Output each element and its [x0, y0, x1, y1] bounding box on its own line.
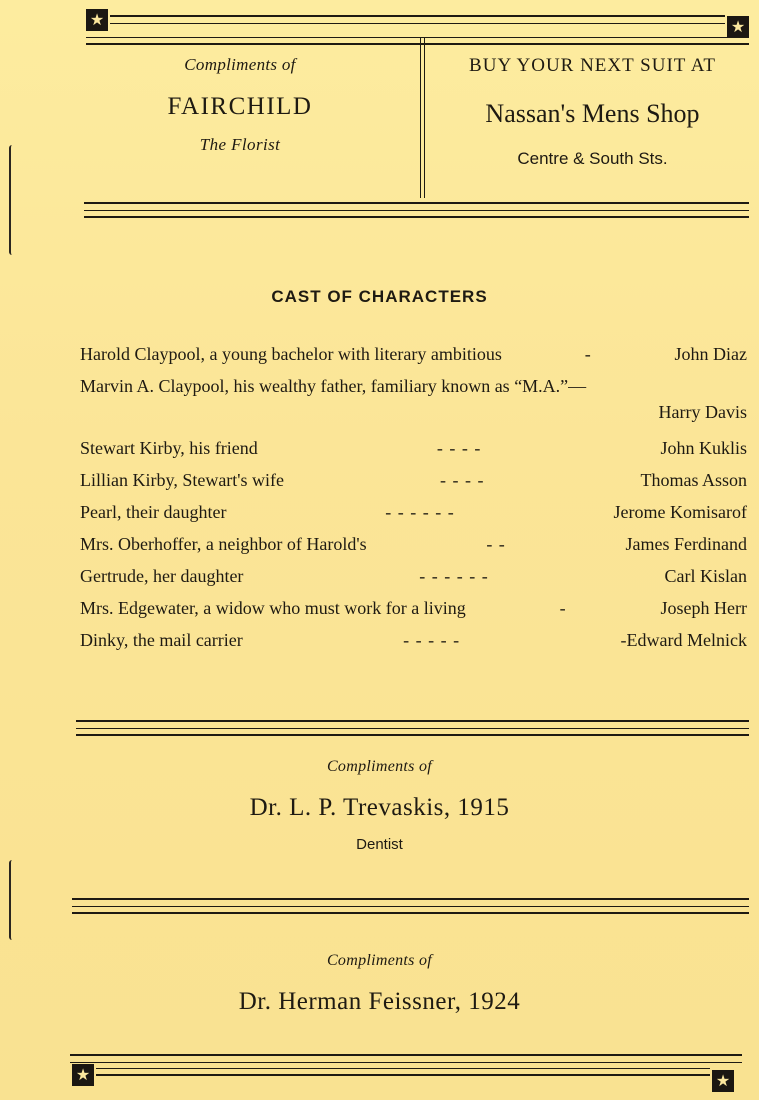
leader-dashes: - - - - - -	[385, 502, 455, 522]
role-text: Pearl, their daughter	[80, 502, 227, 522]
feissner-ad	[0, 952, 759, 1016]
leader-dashes: - - - - -	[403, 630, 461, 650]
double-rule	[86, 37, 749, 45]
cast-title: CAST OF CHARACTERS	[271, 287, 488, 306]
fairchild-ad	[80, 55, 400, 155]
leader-dashes: -	[559, 598, 567, 618]
compliments-text: Compliments of	[184, 55, 296, 74]
double-rule	[72, 906, 749, 914]
star-icon: ★	[86, 9, 108, 31]
actor-name: -Edward Melnick	[620, 630, 747, 650]
doctor-name: Dr. Herman Feissner, 1924	[238, 988, 521, 1015]
binding-staple	[9, 145, 17, 255]
actor-name: Thomas Asson	[640, 470, 747, 490]
profession-text: Dentist	[356, 836, 403, 853]
cast-row	[80, 534, 747, 566]
binding-staple	[9, 860, 17, 940]
shop-address: Centre & South Sts.	[517, 149, 668, 168]
actor-name: Harry Davis	[658, 402, 747, 422]
cast-row	[80, 598, 747, 630]
role-text: Marvin A. Claypool, his wealthy father, familiary known as “M.A.”—	[80, 376, 587, 396]
trevaskis-ad	[0, 758, 759, 853]
role-text: Lillian Kirby, Stewart's wife	[80, 470, 285, 490]
actor-name: James Ferdinand	[625, 534, 747, 554]
dentist-name: Dr. L. P. Trevaskis, 1915	[249, 794, 510, 821]
compliments-text: Compliments of	[326, 952, 433, 969]
nassan-ad	[430, 55, 755, 169]
leader-dashes: -	[584, 344, 592, 364]
leader-dashes: - - - -	[436, 438, 482, 458]
cast-list	[80, 344, 747, 662]
actor-name: Joseph Herr	[660, 598, 747, 618]
cast-row	[80, 502, 747, 534]
cast-row	[80, 470, 747, 502]
double-rule	[110, 15, 725, 24]
cast-row	[80, 566, 747, 598]
double-rule	[70, 1054, 742, 1063]
star-icon: ★	[72, 1064, 94, 1086]
role-text: Stewart Kirby, his friend	[80, 438, 258, 458]
cast-row	[80, 344, 747, 376]
actor-name: John Diaz	[674, 344, 747, 364]
star-icon: ★	[727, 16, 749, 38]
actor-name: Jerome Komisarof	[613, 502, 747, 522]
role-text: Mrs. Edgewater, a widow who must work for a living	[80, 598, 466, 618]
leader-dashes: - -	[486, 534, 506, 554]
compliments-text: Compliments of	[326, 758, 433, 775]
leader-dashes: - - - - - -	[419, 566, 489, 586]
cast-row	[80, 630, 747, 662]
double-rule	[96, 1068, 710, 1076]
suit-headline: BUY YOUR NEXT SUIT AT	[469, 55, 716, 76]
role-text: Mrs. Oberhoffer, a neighbor of Harold's	[80, 534, 367, 554]
double-rule	[84, 210, 749, 218]
role-text: Dinky, the mail carrier	[80, 630, 243, 650]
shop-name: Nassan's Mens Shop	[485, 99, 700, 128]
actor-name: Carl Kislan	[664, 566, 747, 586]
leader-dashes: - - - -	[440, 470, 485, 490]
role-text: Gertrude, her daughter	[80, 566, 244, 586]
double-rule	[76, 728, 749, 736]
cast-row	[80, 438, 747, 470]
actor-name: John Kuklis	[660, 438, 747, 458]
cast-row	[80, 402, 747, 438]
fairchild-name: FAIRCHILD	[167, 93, 313, 120]
role-text: Harold Claypool, a young bachelor with literary ambitious	[80, 344, 502, 364]
cast-row	[80, 376, 747, 402]
column-divider	[420, 38, 425, 198]
star-icon: ★	[712, 1070, 734, 1092]
florist-subtitle: The Florist	[199, 135, 281, 154]
